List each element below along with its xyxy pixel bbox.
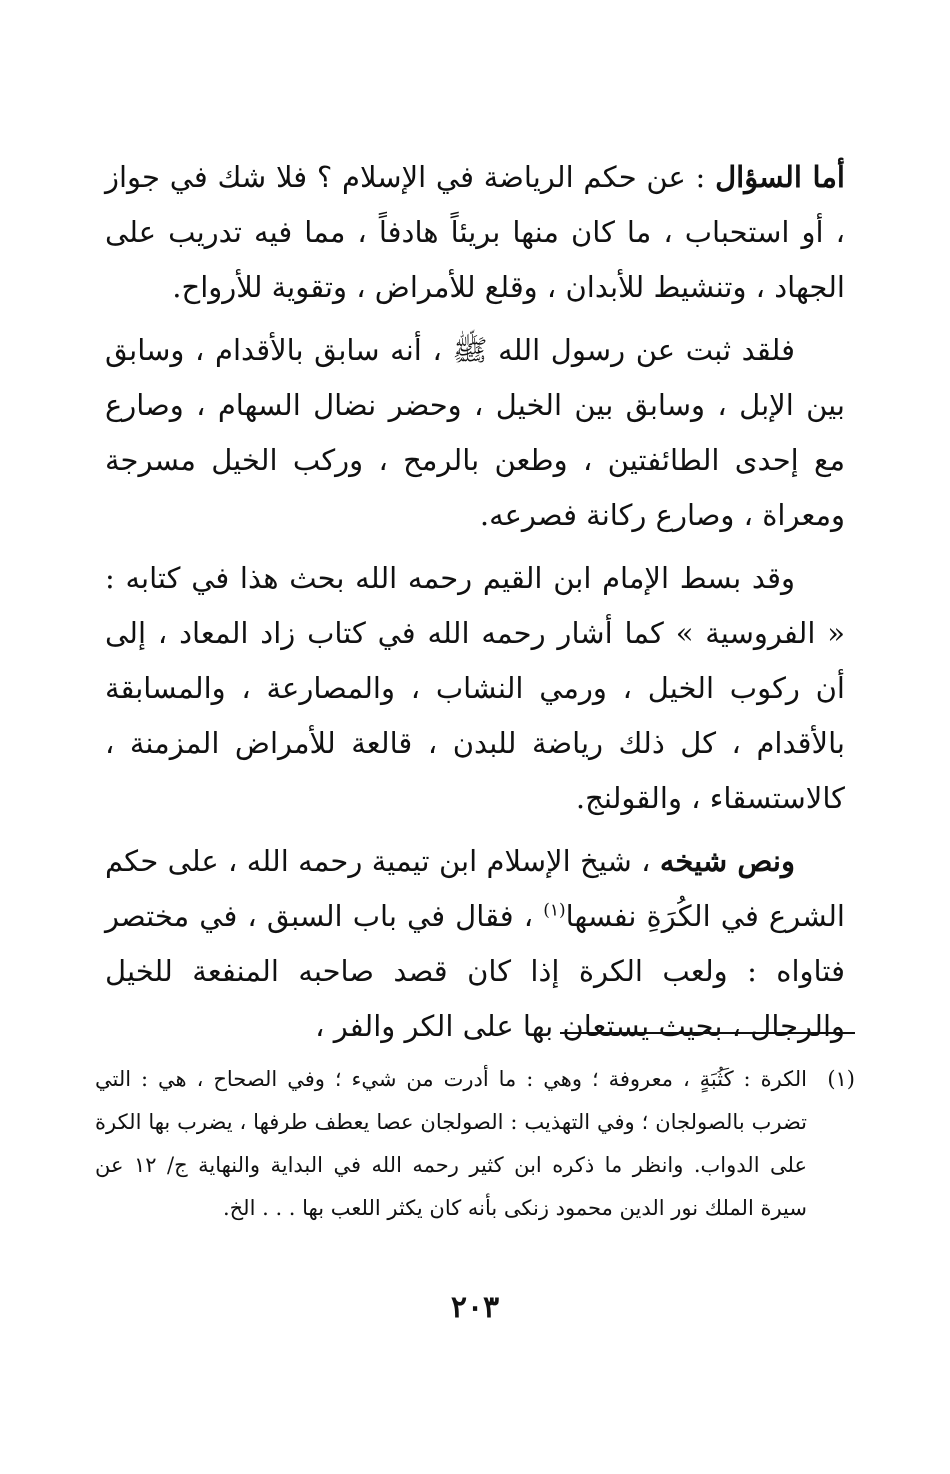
paragraph-4-text-before-ref: ، شيخ الإسلام ابن تيمية رحمه الله ، على حكم الشرع في الكُرَةِ نفسها (105, 844, 845, 933)
paragraph-4-lead: ونص شيخه (659, 844, 795, 878)
page-number: ٢٠٣ (450, 1290, 500, 1325)
footnote-text: الكرة : كَثُبَةٍ ، معروفة ؛ وهي : ما أدرت من شيء ؛ وفي الصحاح ، هي : التي تضرب بالصولجان ؛ وفي التهذيب : الصولجان عصا يعطف طرفها ، يضرب بها الكرة على الدواب. وانظر ما ذكره ابن كثير رحمه الله في البداية والنهاية ج/ ١٢ عن سيرة الملك نور الدين محمود زنكى بأنه كان يكثر اللعب بها . . . الخ. (95, 1067, 807, 1220)
paragraph-3 (105, 551, 845, 826)
footnote-divider (560, 1032, 855, 1034)
paragraph-1 (105, 150, 845, 315)
footnote-reference[interactable]: (١) (543, 900, 566, 921)
paragraph-3-text: وقد بسط الإمام ابن القيم رحمه الله بحث هذا في كتابه : « الفروسية » كما أشار رحمه الله في كتاب زاد المعاد ، إلى أن ركوب الخيل ، ورمي النشاب ، والمصارعة ، والمسابقة بالأقدام ، كل ذلك رياضة للبدن ، قالعة للأمراض المزمنة ، كالاستسقاء ، والقولنج. (105, 561, 845, 815)
footnote (95, 1058, 855, 1230)
paragraph-2 (105, 323, 845, 543)
paragraph-4-text-after-ref: ، فقال في باب السبق ، في مختصر فتاواه : ولعب الكرة إذا كان قصد صاحبه المنفعة للخيل والرجال ، بحيث يستعان بها على الكر والفر ، (105, 899, 845, 1043)
main-text (105, 150, 845, 1062)
paragraph-1-text: : عن حكم الرياضة في الإسلام ؟ فلا شك في جواز ، أو استحباب ، ما كان منها بريئاً هادفاً ، مما فيه تدريب على الجهاد ، وتنشيط للأبدان ، وقلع للأمراض ، وتقوية للأرواح. (105, 160, 845, 304)
paragraph-1-lead: أما السؤال (715, 160, 845, 194)
paragraph-2-text: فلقد ثبت عن رسول الله ﷺ ، أنه سابق بالأقدام ، وسابق بين الإبل ، وسابق بين الخيل ، وحضر نضال السهام ، وصارع مع إحدى الطائفتين ، وطعن بالرمح ، وركب الخيل مسرجة ومعراة ، وصارع ركانة فصرعه. (105, 333, 845, 532)
paragraph-4 (105, 834, 845, 1054)
footnote-marker: (١) (827, 1067, 855, 1091)
